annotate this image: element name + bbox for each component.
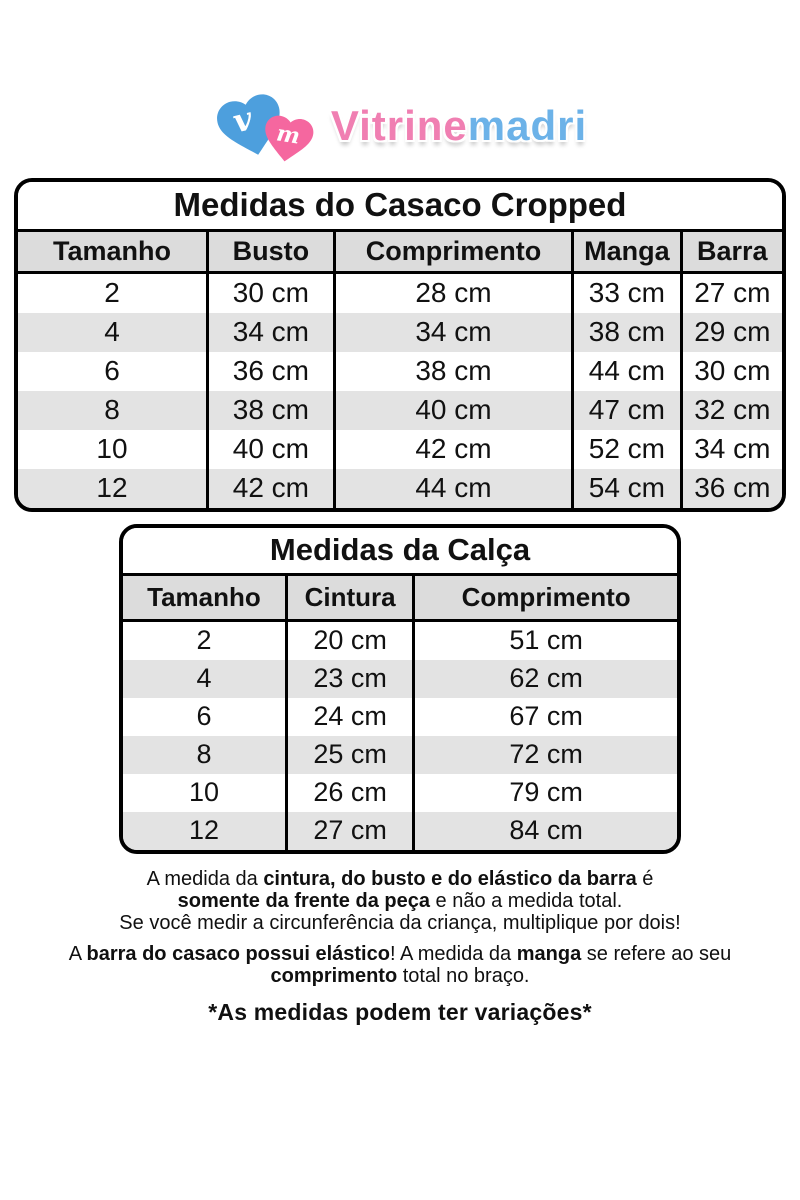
cell: 26 cm [286,774,413,812]
cell: 34 cm [334,313,572,352]
note-text: Se você medir a circunferência da criança, multiplique por dois! [119,912,681,934]
brand-name [331,88,587,150]
cell: 30 cm [207,273,334,314]
cell: 4 [196,663,212,693]
note-bold-text: comprimento [270,965,398,987]
cell: 38 cm [573,313,681,352]
cell: 38 cm [334,352,572,391]
table-row [123,621,677,661]
heart-letter-v: v [228,99,257,141]
cell: 79 cm [414,774,677,812]
cell: 30 cm [681,352,782,391]
table-row [123,698,677,736]
table-row [18,273,782,314]
brand-name-blue: madri [467,102,588,149]
note-text: A medida da [146,868,264,890]
note-text: A [68,943,87,965]
cell: 34 cm [681,430,782,469]
col-header: Cintura [286,576,413,621]
heart-letter-m: m [274,120,302,150]
table-row [123,660,677,698]
cell: 40 cm [334,391,572,430]
cell: 4 [104,316,120,347]
cell: 62 cm [414,660,677,698]
casaco-table-title: Medidas do Casaco Cropped [18,182,782,232]
note-line [0,965,800,987]
table-row [123,812,677,850]
note-text: e não a medida total. [429,890,623,912]
cell: 36 cm [207,352,334,391]
cell: 33 cm [573,273,681,314]
cell: 42 cm [334,430,572,469]
note-bold-text: somente da frente da peça [177,890,430,912]
note-line [0,1001,800,1023]
note-bold-text: manga [516,943,582,965]
cell: 52 cm [573,430,681,469]
col-header: Tamanho [123,576,286,621]
brand-name-pink: Vitrine [330,102,468,149]
col-header: Barra [681,232,782,273]
col-header: Comprimento [334,232,572,273]
col-header: Comprimento [414,576,677,621]
header-row [123,576,677,621]
note-text: ! A medida da [389,943,517,965]
col-header: Tamanho [18,232,207,273]
cell: 23 cm [286,660,413,698]
cell: 84 cm [414,812,677,850]
cell: 34 cm [207,313,334,352]
casaco-size-table [14,178,786,512]
cell: 2 [196,625,212,655]
cell: 12 [96,472,128,503]
brand-hearts-icon [213,88,323,172]
brand-logo [0,88,800,172]
note-paragraph [0,1001,800,1023]
table-row [18,430,782,469]
cell: 42 cm [207,469,334,508]
cell: 8 [104,394,120,425]
cell: 67 cm [414,698,677,736]
table-row [123,774,677,812]
cell: 72 cm [414,736,677,774]
note-line [0,912,800,934]
cell: 54 cm [573,469,681,508]
col-header: Manga [573,232,681,273]
cell: 38 cm [207,391,334,430]
casaco-measurements [18,232,782,508]
table-row [18,352,782,391]
cell: 40 cm [207,430,334,469]
cell: 10 [188,777,219,807]
cell: 44 cm [573,352,681,391]
measurement-notes [0,868,800,1032]
pink-heart-icon [255,106,321,172]
cell: 2 [104,277,120,308]
note-bold-text: *As medidas podem ter variações* [208,999,592,1025]
cell: 29 cm [681,313,782,352]
note-paragraph [0,943,800,987]
cell: 6 [196,701,212,731]
note-text: total no braço. [397,965,530,987]
col-header: Busto [207,232,334,273]
header-row [18,232,782,273]
cell: 25 cm [286,736,413,774]
note-line [0,943,800,965]
cell: 44 cm [334,469,572,508]
note-line [0,890,800,912]
cell: 27 cm [286,812,413,850]
cell: 24 cm [286,698,413,736]
cell: 27 cm [681,273,782,314]
table-row [18,469,782,508]
calca-measurements [123,576,677,850]
table-row [18,313,782,352]
table-row [18,391,782,430]
note-text: se refere ao seu [581,943,732,965]
cell: 51 cm [414,621,677,661]
note-bold-text: cintura, do busto e do elástico da barra [263,868,637,890]
cell: 32 cm [681,391,782,430]
note-line [0,868,800,890]
cell: 36 cm [681,469,782,508]
cell: 12 [188,815,219,845]
cell: 20 cm [286,621,413,661]
note-text: é [636,868,654,890]
note-paragraph [0,868,800,934]
table-row [123,736,677,774]
cell: 10 [96,433,128,464]
calca-size-table [119,524,681,854]
cell: 6 [104,355,120,386]
calca-table-title: Medidas da Calça [123,528,677,576]
note-bold-text: barra do casaco possui elástico [86,943,390,965]
cell: 28 cm [334,273,572,314]
cell: 8 [196,739,212,769]
cell: 47 cm [573,391,681,430]
